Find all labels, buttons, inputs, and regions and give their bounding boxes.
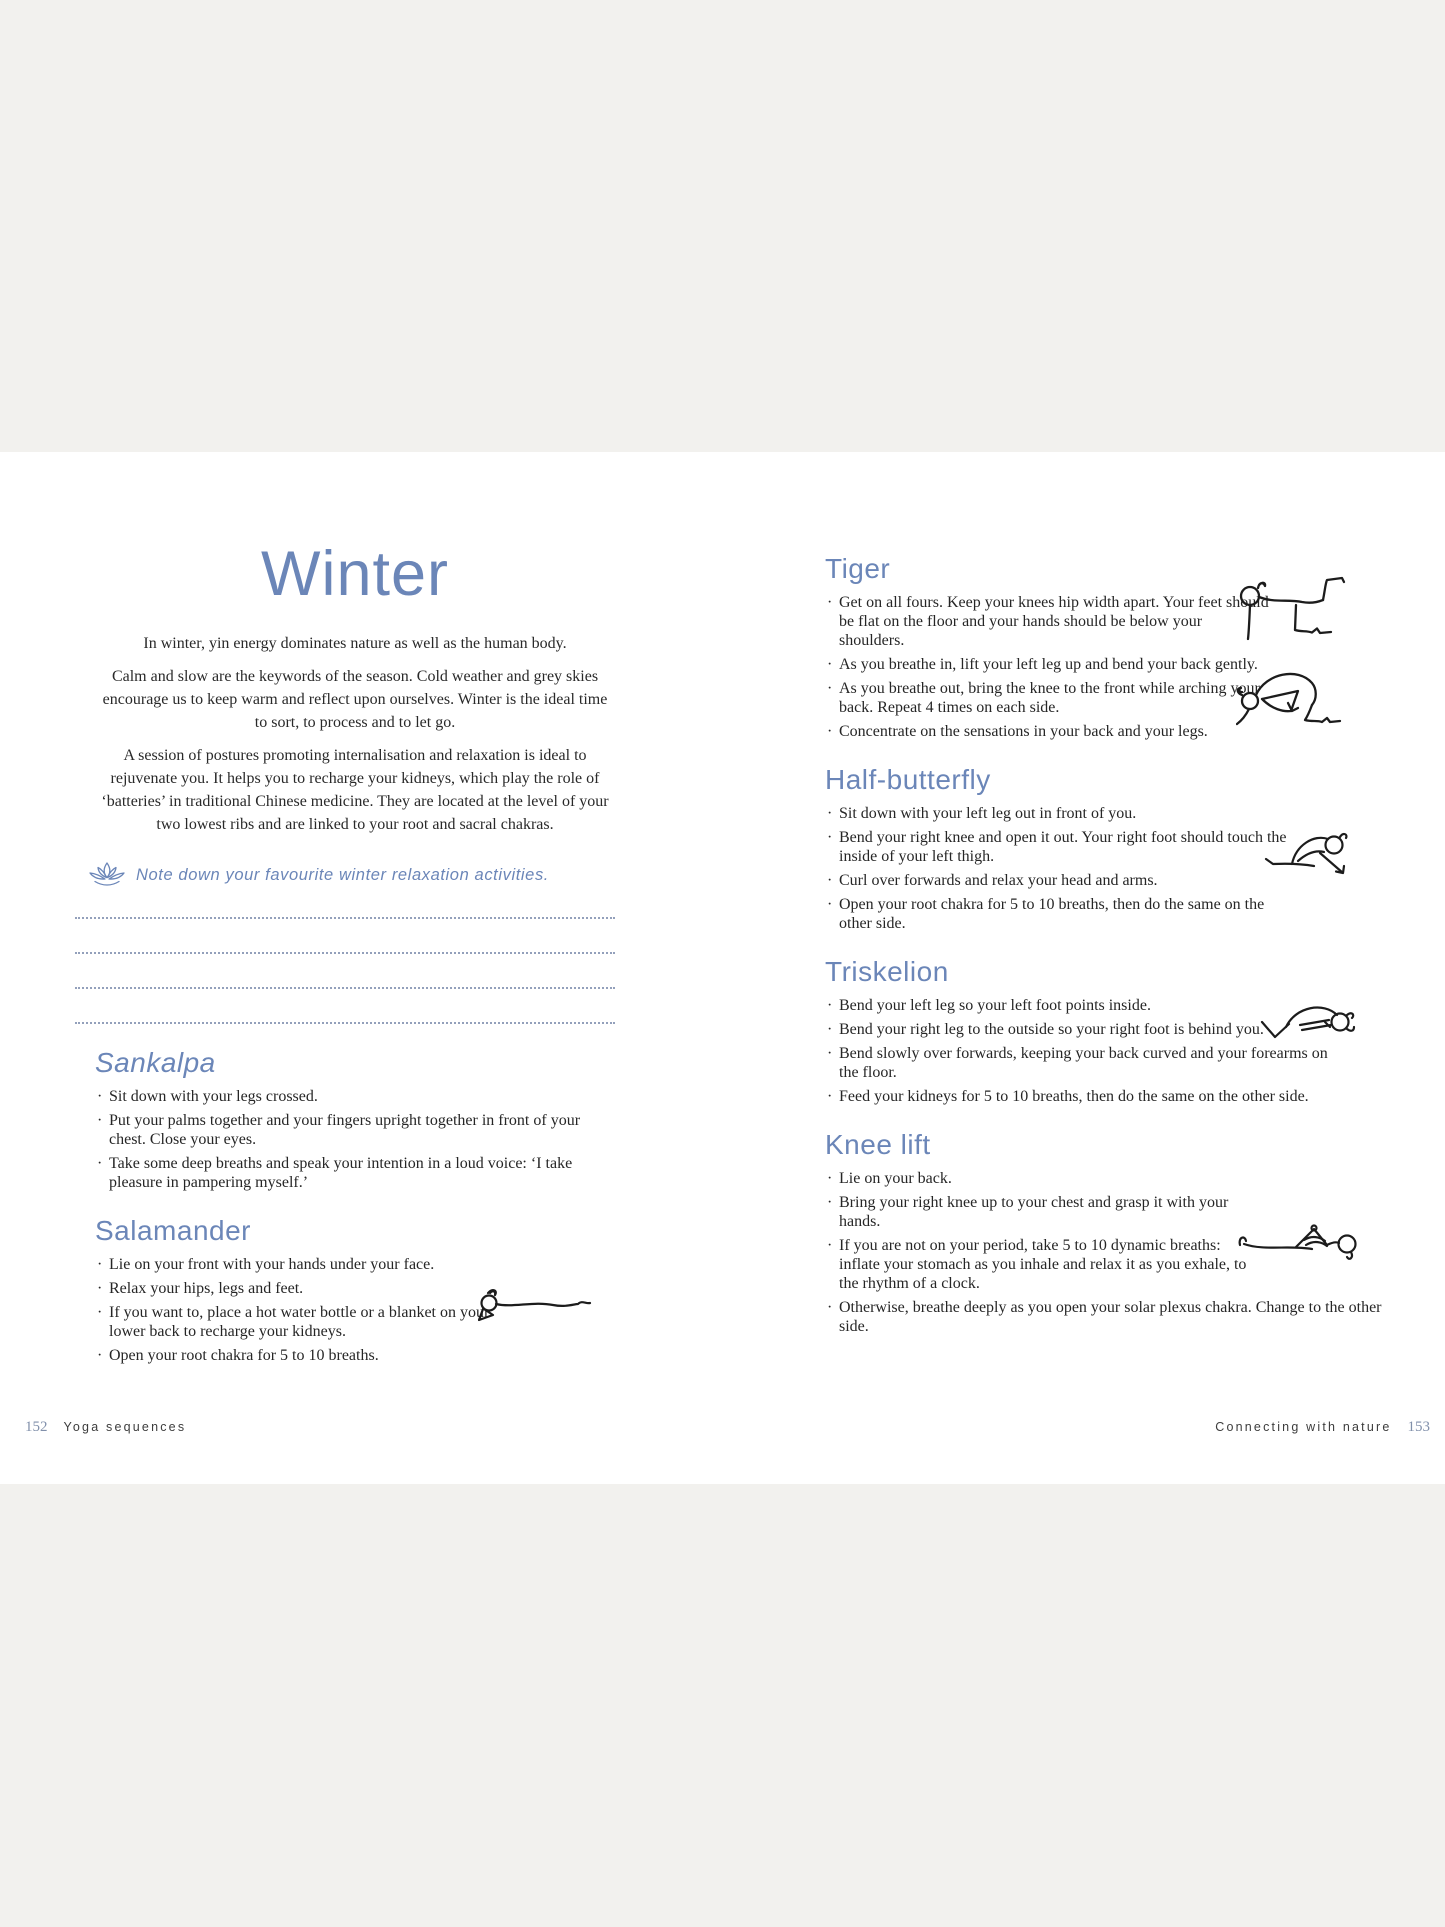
intro-block (95, 632, 615, 836)
note-prompt (87, 862, 615, 888)
footer-section-label: Yoga sequences (63, 1420, 187, 1434)
bullet-item: · Concentrate on the sensations in your back and your legs. (825, 722, 1269, 741)
bullet-item: · As you breathe out, bring the knee to the front while arching your back. Repeat 4 times on each side. (825, 679, 1269, 717)
bullet-item: · Lie on your front with your hands under your face. (95, 1255, 499, 1274)
book-spread (0, 452, 1445, 1484)
bullet-item: · Put your palms together and your fingers upright together in front of your chest. Close your eyes. (95, 1111, 615, 1149)
page-number: 152 (25, 1419, 48, 1435)
intro-paragraph: In winter, yin energy dominates nature as well as the human body. (143, 635, 567, 652)
bullet-item: · Otherwise, breathe deeply as you open your solar plexus chakra. Change to the other side. (825, 1298, 1399, 1336)
section-heading-half-butterfly: Half-butterfly (825, 764, 991, 795)
bullet-item: · Open your root chakra for 5 to 10 breaths. (95, 1346, 499, 1365)
writing-line (75, 954, 615, 989)
bullet-item: · If you want to, place a hot water bottle or a blanket on your lower back to recharge your kidneys. (95, 1303, 499, 1341)
bullet-item: · Bend your right knee and open it out. Your right foot should touch the inside of your left thigh. (825, 828, 1294, 866)
bullet-item: · Sit down with your left leg out in front of you. (825, 804, 1294, 823)
bullet-item: · If you are not on your period, take 5 to 10 dynamic breaths: inflate your stomach as you inhale and relax it as you exhale, to the rhythm of a clock. (825, 1236, 1264, 1293)
section-heading-tiger: Tiger (825, 553, 891, 584)
half-butterfly-pose-figure (1264, 827, 1352, 885)
writing-line (75, 989, 615, 1024)
tiger-pose-step2-figure (1236, 661, 1352, 739)
tiger-pose-step1-figure (1236, 575, 1356, 653)
sankalpa-steps (95, 1087, 615, 1192)
triskelion-pose-figure (1258, 1001, 1356, 1046)
left-page (95, 540, 615, 1370)
writing-lines (75, 892, 615, 1024)
page-title: Winter (260, 539, 450, 609)
bullet-item: · As you breathe in, lift your left leg up and bend your back gently. (825, 655, 1269, 674)
bullet-item: · Lie on your back. (825, 1169, 1399, 1188)
bullet-item: · Bend slowly over forwards, keeping your back curved and your forearms on the floor. (825, 1044, 1344, 1082)
bullet-item: · Bring your right knee up to your chest and grasp it with your hands. (825, 1193, 1249, 1231)
bullet-item: · Open your root chakra for 5 to 10 breaths, then do the same on the other side. (825, 895, 1294, 933)
footer-section-label: Connecting with nature (1215, 1420, 1392, 1434)
bullet-item: · Bend your right leg to the outside so your right foot is behind you. (825, 1020, 1399, 1039)
section-heading-triskelion: Triskelion (825, 956, 949, 987)
lotus-icon (87, 860, 127, 891)
writing-line (75, 892, 615, 919)
bullet-item: · Sit down with your legs crossed. (95, 1087, 615, 1106)
section-heading-knee-lift: Knee lift (825, 1129, 931, 1160)
section-heading-salamander: Salamander (95, 1215, 251, 1246)
bullet-item: · Bend your left leg so your left foot points inside. (825, 996, 1399, 1015)
bullet-item: · Feed your kidneys for 5 to 10 breaths, then do the same on the other side. (825, 1087, 1399, 1106)
knee-lift-pose-figure (1234, 1216, 1369, 1264)
section-heading-sankalpa: Sankalpa (95, 1047, 216, 1078)
left-page-footer (25, 1419, 186, 1436)
right-page-footer (1215, 1419, 1430, 1436)
bullet-item: · Relax your hips, legs and feet. (95, 1279, 499, 1298)
intro-paragraph: Calm and slow are the keywords of the season. Cold weather and grey skies encourage us to keep warm and reflect upon ourselves. Winter is the ideal time to sort, to process and to let go. (102, 668, 608, 731)
note-prompt-text: Note down your favourite winter relaxation activities. (136, 865, 549, 884)
salamander-pose-figure (478, 1287, 593, 1327)
intro-paragraph: A session of postures promoting internalisation and relaxation is ideal to rejuvenate you. It helps you to recharge your kidneys, which play the role of ‘batteries’ in traditional Chinese medicine. They are located at the level of your two lowest ribs and are linked to your root and sacral chakras. (101, 747, 609, 833)
bullet-item: · Take some deep breaths and speak your intention in a loud voice: ‘I take pleasure in pampering myself.’ (95, 1154, 615, 1192)
page-number: 153 (1407, 1419, 1430, 1435)
bullet-item: · Get on all fours. Keep your knees hip width apart. Your feet should be flat on the floor and your hands should be below your shoulders. (825, 593, 1269, 650)
writing-line (75, 919, 615, 954)
bullet-item: · Curl over forwards and relax your head and arms. (825, 871, 1294, 890)
